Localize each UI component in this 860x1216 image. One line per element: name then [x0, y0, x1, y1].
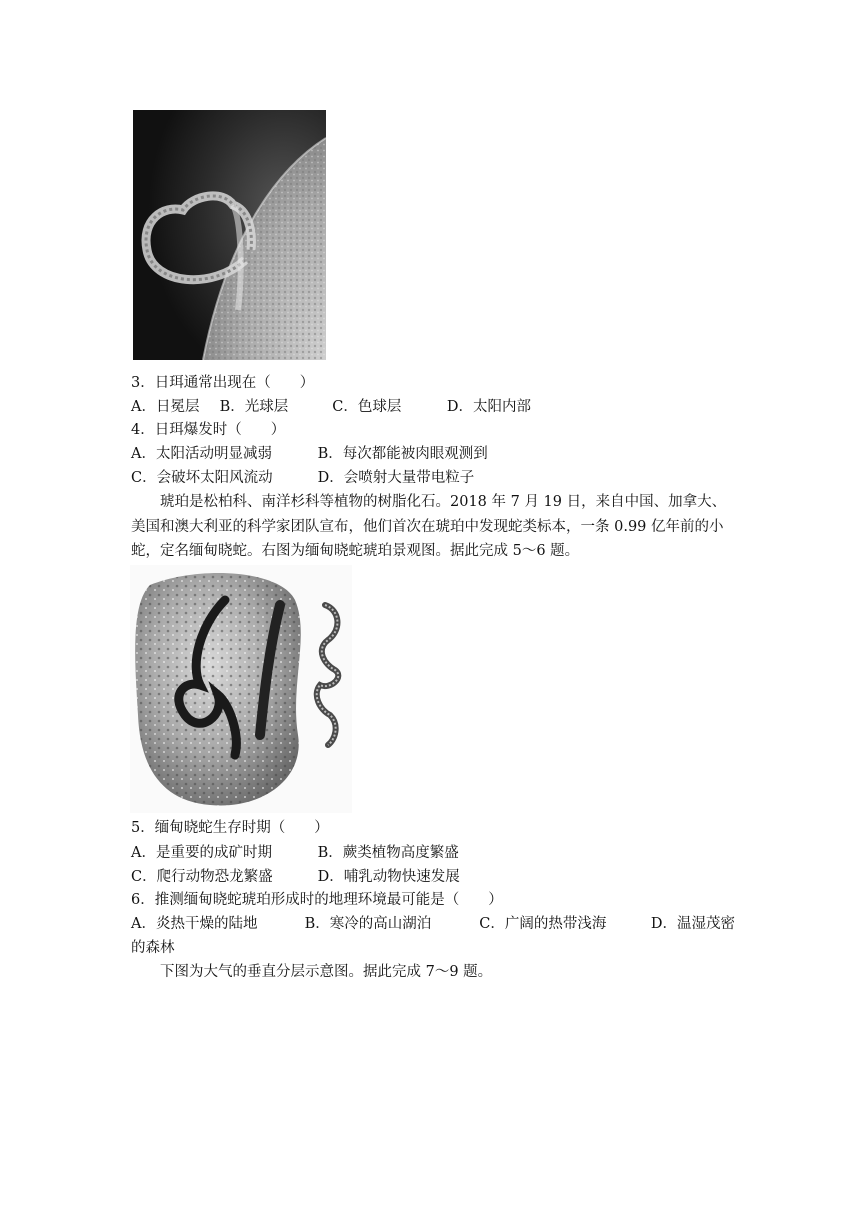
amber-snake-image — [130, 565, 352, 813]
q5-option-d[interactable]: D．哺乳动物快速发展 — [317, 869, 460, 885]
q6-option-b[interactable]: B．寒冷的高山湖泊 — [304, 916, 432, 932]
question-3-options — [131, 397, 531, 417]
q6-option-d-wrap: 的森林 — [131, 940, 175, 956]
q3-option-b[interactable]: B．光球层 — [219, 399, 289, 415]
question-4-options-row2 — [131, 468, 474, 488]
question-5-stem: 5．缅甸晓蛇生存时期（ ） — [131, 820, 329, 836]
q3-option-a[interactable]: A．日冕层 — [131, 399, 200, 415]
q5-option-c[interactable]: C．爬行动物恐龙繁盛 — [131, 869, 273, 885]
q4-option-c[interactable]: C．会破坏太阳风流动 — [131, 470, 273, 486]
question-6-stem: 6．推测缅甸晓蛇琥珀形成时的地理环境最可能是（ ） — [131, 892, 503, 908]
q3-option-c[interactable]: C．色球层 — [332, 399, 402, 415]
q3-option-d[interactable]: D．太阳内部 — [446, 399, 531, 415]
q4-option-a[interactable]: A．太阳活动明显减弱 — [131, 446, 272, 462]
question-4-stem: 4．日珥爆发时（ ） — [131, 422, 286, 438]
q6-option-a[interactable]: A．炎热干燥的陆地 — [131, 916, 258, 932]
question-3-stem: 3．日珥通常出现在（ ） — [131, 375, 315, 391]
question-4-options-row1 — [131, 444, 488, 464]
question-6-options — [131, 914, 735, 934]
atmosphere-passage: 下图为大气的垂直分层示意图。据此完成 7～9 题。 — [160, 964, 493, 980]
q6-option-d[interactable]: D．温湿茂密 — [650, 916, 735, 932]
q4-option-d[interactable]: D．会喷射大量带电粒子 — [317, 470, 475, 486]
q6-option-c[interactable]: C．广阔的热带浅海 — [479, 916, 607, 932]
question-5-options-row2 — [131, 867, 460, 887]
question-5-options-row1 — [131, 843, 459, 863]
amber-passage: 琥珀是松柏科、南洋杉科等植物的树脂化石。2018 年 7 月 19 日，来自中国、加拿大、美国和澳大利亚的科学家团队宣布，他们首次在琥珀中发现蛇类标本，一条 0.99 亿年前的小蛇，定名缅甸晓蛇。右图为缅甸晓蛇琥珀景观图。据此完成 5～6 题。 — [131, 494, 727, 559]
solar-prominence-image — [133, 110, 326, 360]
q4-option-b[interactable]: B．每次都能被肉眼观测到 — [317, 446, 488, 462]
q5-option-a[interactable]: A．是重要的成矿时期 — [131, 845, 272, 861]
q5-option-b[interactable]: B．蕨类植物高度繁盛 — [317, 845, 459, 861]
